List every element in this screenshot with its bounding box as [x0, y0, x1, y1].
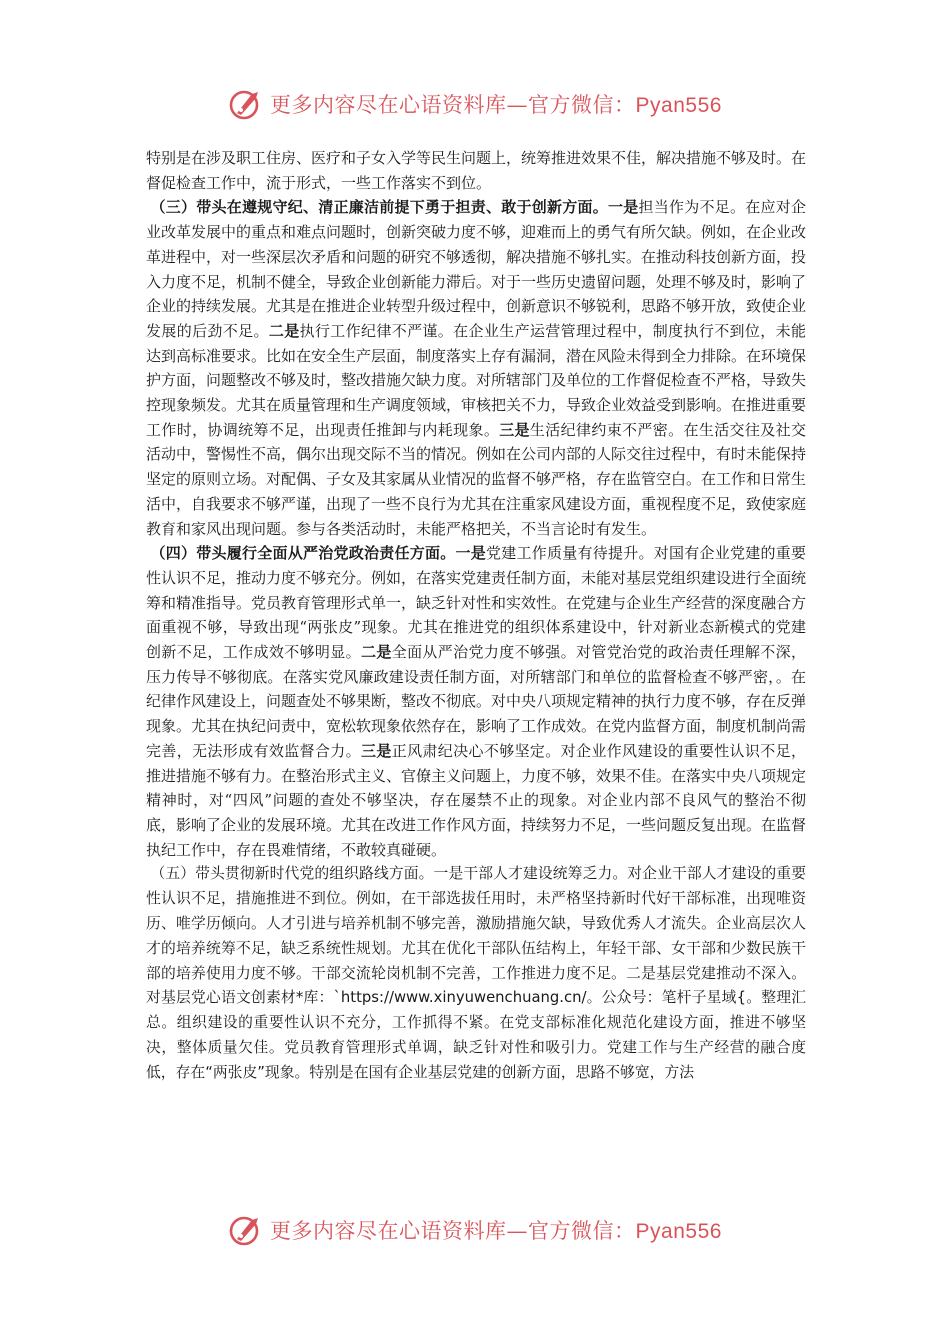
text-run: 正风肃纪决心不够坚定。对企业作风建设的重要性认识不足，推进措施不够有力。在整治形式主义、官僚主义问题上，力度不够，效果不佳。在落实中央八项规定精神时，对“四风”问题的查处不够坚决，存在屡禁不止的现象。对企业内部不良风气的整治不彻底，影响了企业的发展环境。尤其在改进工作作风方面，持续努力不足，一些问题反复出现。在监督执纪工作中，存在畏难情绪，不敢较真碰硬。: [146, 741, 807, 859]
pen-nib-circle-icon: [228, 1212, 264, 1248]
document-body: [146, 146, 806, 1086]
bold-heading-run: 三是: [361, 741, 392, 760]
paragraph-section-five: [146, 862, 806, 1085]
bold-heading-run: （三）带头在遵规守纪、清正廉洁前提下勇于担责、敢于创新方面。一是: [150, 198, 639, 217]
paragraph-section-four: [146, 541, 806, 862]
footer-banner: [0, 1210, 950, 1250]
text-run: 党建工作质量有待提升。对国有企业党建的重要性认识不足，推动力度不够充分。例如，在落实党建责任制方面，未能对基层党组织建设进行全面统筹和精准指导。党员教育管理形式单一，缺乏针对性和实效性。在党建与企业生产经营的深度融合方面重视不够，导致出现“两张皮”现象。尤其在推进党的组织体系建设中，针对新业态新模式的党建创新不足，工作成效不够明显。: [146, 544, 807, 662]
banner-text: 更多内容尽在心语资料库—官方微信：Pyan556: [270, 1219, 722, 1243]
banner-text: 更多内容尽在心语资料库—官方微信：Pyan556: [270, 93, 722, 117]
text-run: 生活纪律约束不严密。在生活交往及社交活动中，警惕性不高，偶尔出现交际不当的情况。例如在公司内部的人际交往过程中，有时未能保持坚定的原则立场。对配偶、子女及其家属从业情况的监督不够严格，存在监管空白。在工作和日常生活中，自我要求不够严谨，出现了一些不良行为尤其在注重家风建设方面，重视程度不足，致使家庭教育和家风出现问题。参与各类活动时，未能严格把关，不当言论时有发生。: [146, 420, 807, 538]
bold-heading-run: 二是: [361, 643, 392, 662]
header-banner: [0, 84, 950, 124]
text-run: 全面从严治党力度不够强。对管党治党的政治责任理解不深，压力传导不够彻底。在落实党风廉政建设责任制方面，对所辖部门和单位的监督检查不够严密，。在纪律作风建设上，问题查处不够果断，整改不彻底。对中央八项规定精神的执行力度不够，存在反弹现象。尤其在执纪问责中，宽松软现象依然存在，影响了工作成效。在党内监督方面，制度机制尚需完善，无法形成有效监督合力。: [146, 643, 807, 760]
bold-heading-run: 三是: [499, 420, 530, 439]
bold-heading-run: （四）带头履行全面从严治党政治责任方面。一是: [150, 544, 486, 563]
text-run: 执行工作纪律不严谨。在企业生产运营管理过程中，制度执行不到位，未能达到高标准要求。比如在安全生产层面，制度落实上存有漏洞，潜在风险未得到全力排除。在环境保护方面，问题整改不够及时，整改措施欠缺力度。对所辖部门及单位的工作督促检查不严格，导致失控现象频发。尤其在质量管理和生产调度领域，审核把关不力，导致企业效益受到影响。在推进重要工作时，协调统筹不足，出现责任推卸与内耗现象。: [146, 321, 807, 439]
paragraph-section-three: [146, 195, 806, 541]
text-run: 特别是在涉及职工住房、医疗和子女入学等民生问题上，统筹推进效果不佳，解决措施不够及时。在督促检查工作中，流于形式，一些工作落实不到位。: [146, 149, 807, 192]
bold-heading-run: 二是: [268, 321, 300, 340]
text-run: 担当作为不足。在应对企业改革发展中的重点和难点问题时，创新突破力度不够，迎难而上的勇气有所欠缺。例如，在企业改革进程中，对一些深层次矛盾和问题的研究不够透彻，解决措施不够扎实。在推动科技创新方面，投入力度不足，机制不健全，导致企业创新能力滞后。对于一些历史遗留问题，处理不够及时，影响了企业的持续发展。尤其是在推进企业转型升级过程中，创新意识不够锐利，思路不够开放，致使企业发展的后劲不足。: [146, 198, 807, 340]
text-run: （五）带头贯彻新时代党的组织路线方面。一是干部人才建设统筹乏力。对企业干部人才建设的重要性认识不足，措施推进不到位。例如，在干部选拔任用时，未严格坚持新时代好干部标准，出现唯资历、唯学历倾向。人才引进与培养机制不够完善，激励措施欠缺，导致优秀人才流失。企业高层次人才的培养统筹不足，缺乏系统性规划。尤其在优化干部队伍结构上，年轻干部、女干部和少数民族干部的培养使用力度不够。干部交流轮岗机制不完善，工作推进力度不足。二是基层党建推动不深入。对基层党心语文创素材*库：`https://www.xinyuwenchuang.cn/。公众号：笔杆子星域{。整理汇总。组织建设的重要性认识不充分，工作抓得不紧。在党支部标准化规范化建设方面，推进不够坚决，整体质量欠佳。党员教育管理形式单调，缺乏针对性和吸引力。党建工作与生产经营的融合度低，存在“两张皮”现象。特别是在国有企业基层党建的创新方面，思路不够宽，方法: [146, 865, 806, 1081]
pen-nib-circle-icon: [228, 86, 264, 122]
paragraph-continuation: [146, 146, 806, 195]
